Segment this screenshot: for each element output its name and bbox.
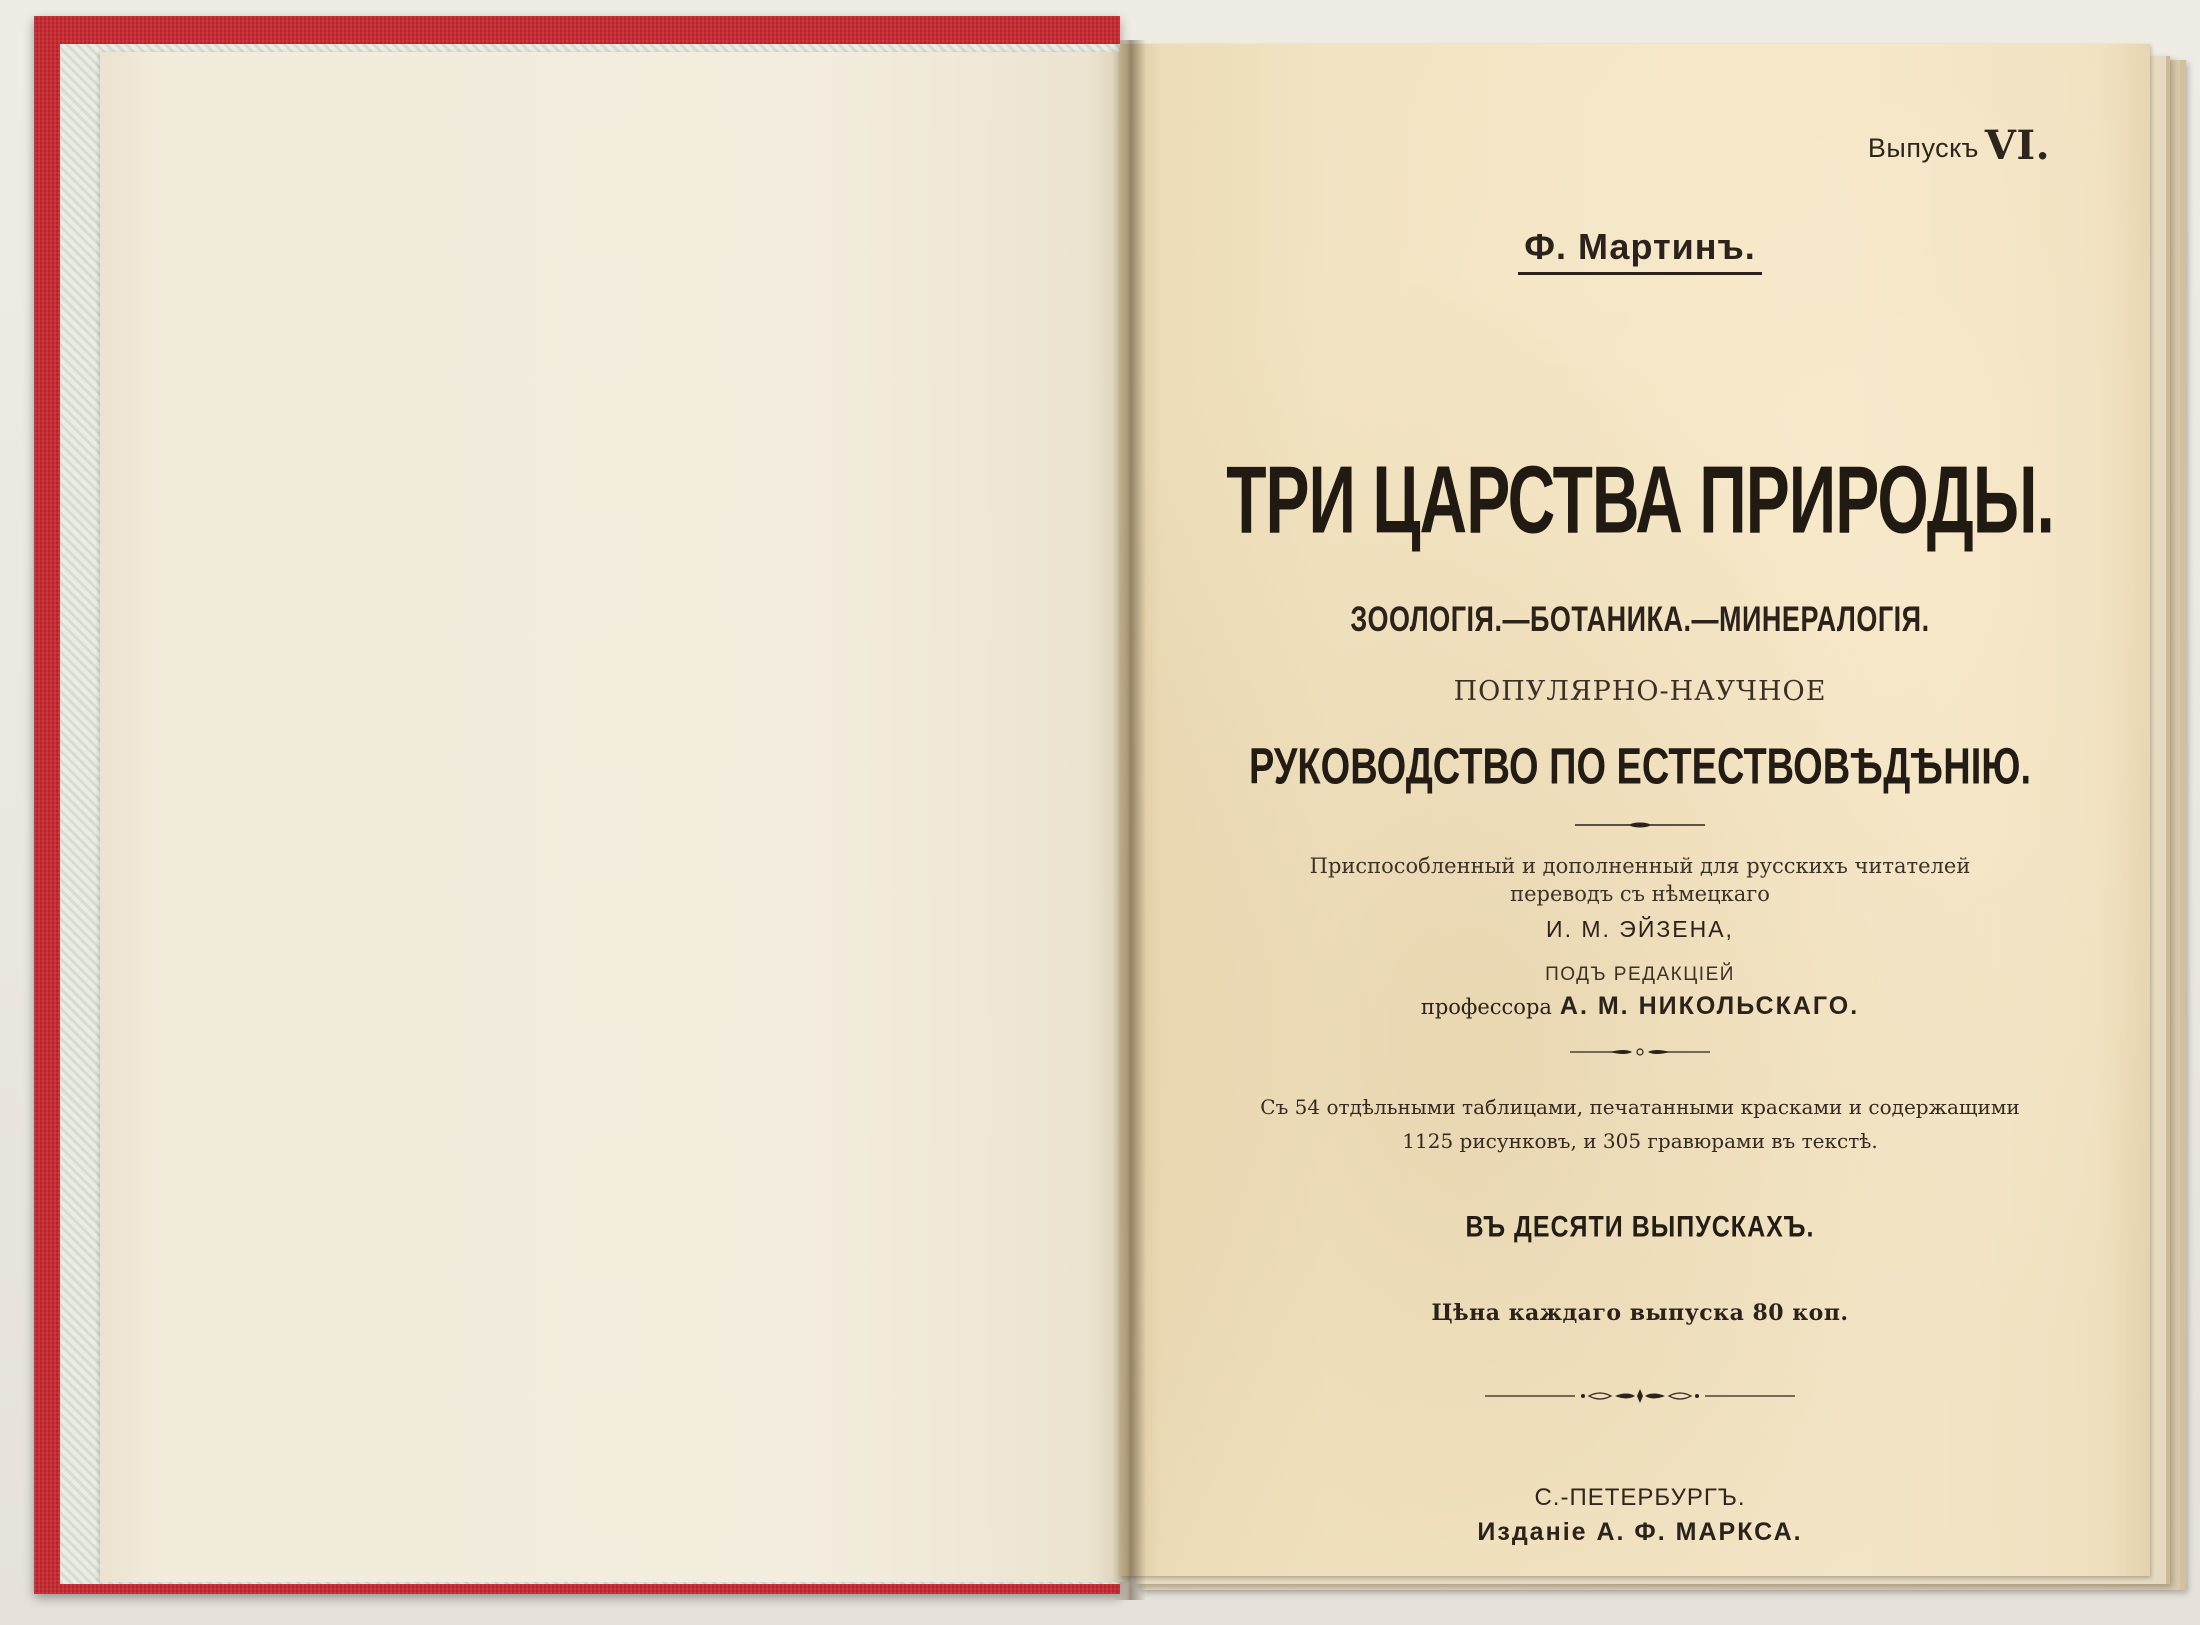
issue-label: Выпускъ: [1867, 133, 1979, 163]
rule-vignette-icon: [1120, 1388, 2160, 1404]
translator-name: И. М. ЭЙЗЕНА,: [1546, 916, 1734, 942]
imprint-publisher: Изданіе А. Ф. МАРКСА.: [1477, 1518, 1803, 1546]
issue-roman-numeral: VI.: [1984, 122, 2050, 169]
translation-note-line-1: Приспособленный и дополненный для русскихъ читателей: [1309, 854, 1971, 878]
author-name: [1120, 226, 2160, 275]
volumes-note: ВЪ ДЕСЯТИ ВЫПУСКАХЪ.: [1465, 1210, 1815, 1244]
editor-name: А. М. НИКОЛЬСКАГО.: [1559, 992, 1860, 1020]
book-gutter: [1112, 40, 1146, 1600]
title-page: [1120, 44, 2150, 1576]
editor-label: ПОДЪ РЕДАКЦІЕЙ: [1545, 964, 1735, 985]
rule-flourish-icon: [1120, 1046, 2160, 1058]
genre-line: ПОПУЛЯРНО-НАУЧНОЕ: [1453, 676, 1827, 707]
illustrations-line-2: 1125 рисунковъ, и 305 гравюрами въ текстѣ.: [1402, 1129, 1878, 1153]
subjects-line: ЗООЛОГІЯ.—БОТАНИКА.—МИНЕРАЛОГІЯ.: [1350, 600, 1930, 639]
author-underlined: Ф. Мартинъ.: [1518, 226, 1761, 275]
editor-line: [1120, 992, 2160, 1021]
guide-subtitle: РУКОВОДСТВО ПО ЕСТЕСТВОВѢДѢНІЮ.: [1248, 739, 2032, 796]
translation-note-line-2: переводъ съ нѣмецкаго: [1510, 882, 1770, 906]
imprint-city: С.-ПЕТЕРБУРГЪ.: [1534, 1484, 1746, 1511]
rule-dot-icon: [1120, 820, 2160, 830]
book-title: ТРИ ЦАРСТВА ПРИРОДЫ.: [1226, 445, 2054, 553]
price-note: Цѣна каждаго выпуска 80 коп.: [1431, 1300, 1849, 1326]
illustrations-note: [1120, 1090, 2160, 1158]
translation-note: [1120, 852, 2160, 908]
illustrations-line-1: Съ 54 отдѣльными таблицами, печатанными красками и содержащими: [1260, 1095, 2020, 1119]
editor-prefix: профессора: [1420, 995, 1552, 1019]
issue-number: [1868, 122, 2050, 169]
blank-flyleaf: [100, 52, 1130, 1582]
